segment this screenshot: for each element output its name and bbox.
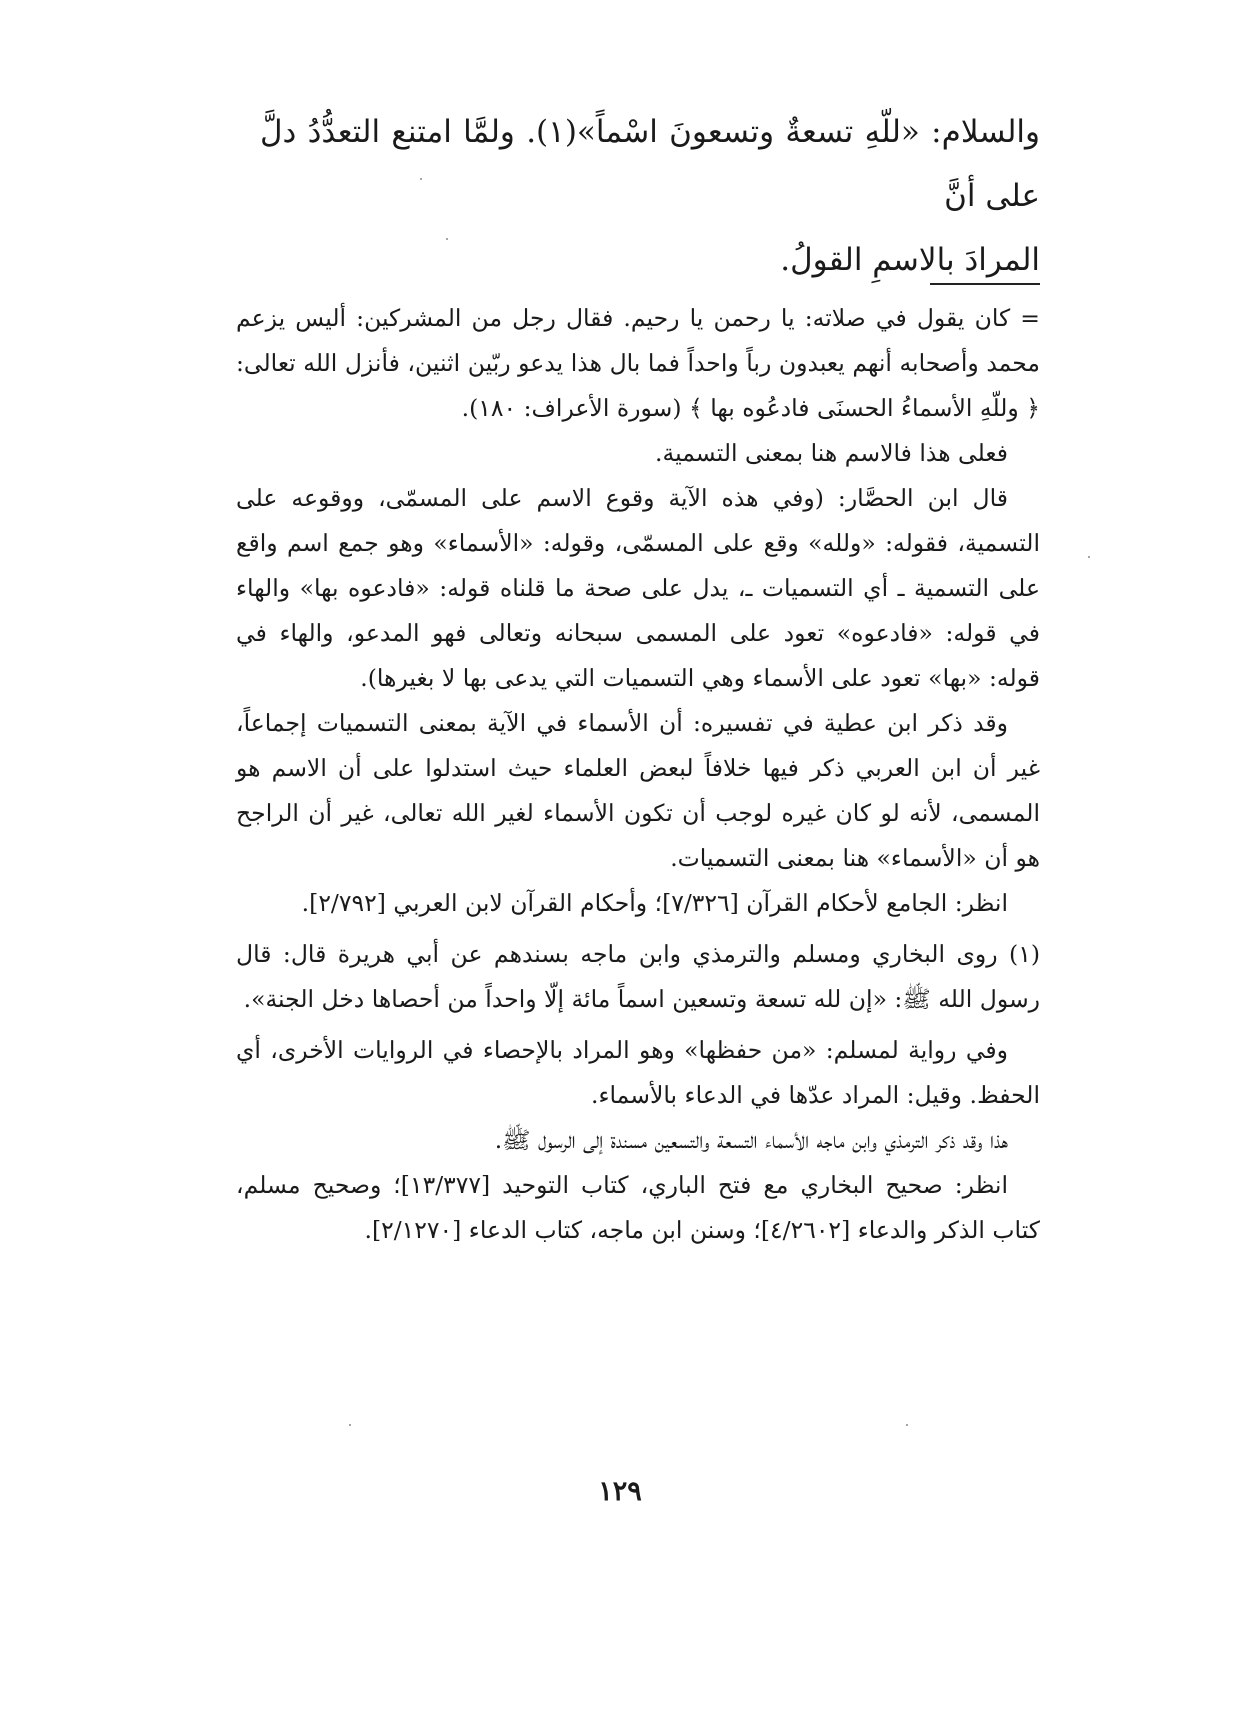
footnote-separator bbox=[930, 283, 1040, 285]
footnote-paragraph: = كان يقول في صلاته: يا رحمن يا رحيم. فقال رجل من المشركين: أليس يزعم محمد وأصحابه أنهم يعبدون رباً واحداً فما بال هذا يدعو ربّين اثنين، فأنزل الله تعالى: ﴿ وللّهِ الأسماءُ الحسنَى فادعُوه بها ﴾ (سورة الأعراف: ١٨٠). bbox=[236, 304, 1040, 422]
footnote-paragraph: انظر: صحيح البخاري مع فتح الباري، كتاب التوحيد [١٣/٣٧٧]؛ وصحيح مسلم، كتاب الذكر والدعاء [٤/٢٦٠٢]؛ وسنن ابن ماجه، كتاب الدعاء [٢/١٢٧٠]. bbox=[236, 1171, 1040, 1244]
main-text bbox=[260, 100, 1040, 292]
footnote-paragraph: وفي رواية لمسلم: «من حفظها» وهو المراد بالإحصاء في الروايات الأخرى، أي الحفظ. وقيل: المراد عدّها في الدعاء بالأسماء. bbox=[236, 1036, 1040, 1109]
footnote-paragraph: هذا وقد ذكر الترمذي وابن ماجه الأسماء التسعة والتسعين مسندة إلى الرسول ﷺ. bbox=[494, 1126, 1008, 1154]
main-line-1: والسلام: «للّهِ تسعةٌ وتسعونَ اسْماً»(١). ولمَّا امتنع التعدُّدُ دلَّ على أنَّ bbox=[260, 114, 1040, 214]
scan-speck bbox=[420, 178, 422, 180]
footnote-paragraph: انظر: الجامع لأحكام القرآن [٧/٣٢٦]؛ وأحكام القرآن لابن العربي [٢/٧٩٢]. bbox=[301, 889, 1008, 917]
page-number: ١٢٩ bbox=[598, 1476, 642, 1507]
footnote-paragraph: وقد ذكر ابن عطية في تفسيره: أن الأسماء في الآية بمعنى التسميات إجماعاً، غير أن ابن العربي ذكر فيها خلافاً لبعض العلماء حيث استدلوا على أن الاسم هو المسمى، لأنه لو كان غيره لوجب أن تكون الأسماء لغير الله تعالى، غير أن الراجح هو أن «الأسماء» هنا بمعنى التسميات. bbox=[236, 709, 1040, 872]
scan-speck bbox=[1088, 556, 1090, 558]
scan-speck bbox=[906, 1424, 908, 1426]
footnotes bbox=[236, 296, 1040, 1253]
scan-speck bbox=[349, 1424, 351, 1426]
main-line-2: المرادَ بالاسمِ القولُ. bbox=[780, 242, 1040, 278]
footnote-paragraph: قال ابن الحصَّار: (وفي هذه الآية وقوع الاسم على المسمّى، ووقوعه على التسمية، فقوله: «ولله» وقع على المسمّى، وقوله: «الأسماء» وهو جمع اسم واقع على التسمية ـ أي التسميات ـ، يدل على صحة ما قلناه قوله: «فادعوه بها» والهاء في قوله: «فادعوه» تعود على المسمى سبحانه وتعالى فهو المدعو، والهاء في قوله: «بها» تعود على الأسماء وهي التسميات التي يدعى بها لا بغيرها). bbox=[236, 484, 1040, 692]
footnote-paragraph: فعلى هذا فالاسم هنا بمعنى التسمية. bbox=[655, 439, 1008, 467]
scan-speck bbox=[446, 238, 448, 240]
footnote-1: (١) روى البخاري ومسلم والترمذي وابن ماجه بسندهم عن أبي هريرة قال: قال رسول الله ﷺ: «إن لله تسعة وتسعين اسماً مائة إلّا واحداً من أحصاها دخل الجنة». bbox=[236, 940, 1040, 1013]
